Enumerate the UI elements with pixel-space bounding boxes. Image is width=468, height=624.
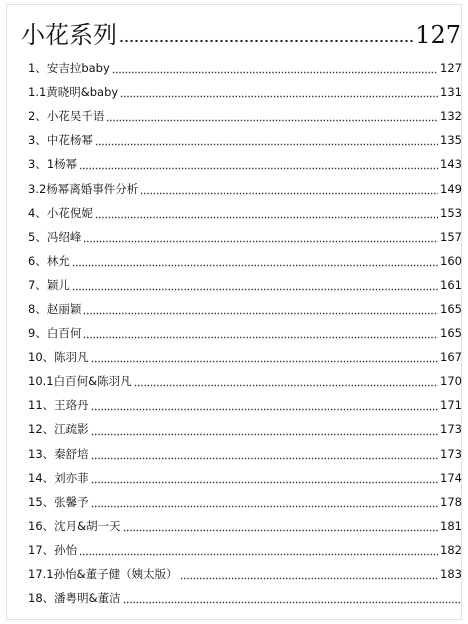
toc-entry[interactable] (28, 56, 462, 80)
toc-entry-label: 16、沈月&胡一天 (28, 518, 121, 533)
dot-leader (91, 403, 438, 411)
toc-entry-label: 9、白百何 (28, 326, 82, 341)
toc-entry[interactable] (28, 562, 462, 586)
toc-entry-page-number: 167 (440, 350, 462, 365)
dot-leader (83, 307, 438, 315)
dot-leader (83, 331, 438, 339)
toc-entry[interactable] (28, 273, 462, 297)
dot-leader (91, 355, 438, 363)
toc-entry-page-number: 157 (440, 229, 462, 244)
toc-entry-page-number: 127 (440, 61, 462, 76)
toc-entry-label: 6、林允 (28, 253, 70, 268)
dot-leader (95, 138, 438, 146)
dot-leader (140, 187, 438, 195)
toc-entry-label: 1、安吉拉baby (28, 61, 110, 76)
dot-leader (72, 259, 438, 267)
toc-entry[interactable] (28, 514, 462, 538)
toc-entry[interactable] (28, 321, 462, 345)
toc-entry-page-number: 143 (440, 157, 462, 172)
dot-leader (91, 476, 438, 484)
dot-leader (72, 283, 438, 291)
toc-entry-label: 8、赵丽颖 (28, 301, 82, 316)
toc-entry-page-number: 171 (440, 398, 462, 413)
toc-entry-page-number: 131 (440, 85, 462, 100)
toc-entry[interactable] (28, 345, 462, 369)
toc-entry[interactable] (28, 201, 462, 225)
dot-leader (180, 572, 438, 580)
toc-entry-label: 17、孙怡 (28, 542, 78, 557)
dot-leader (79, 162, 438, 170)
dot-leader (79, 548, 438, 556)
toc-entry-label: 15、张馨予 (28, 494, 89, 509)
toc-entry-label: 3、1杨幂 (28, 157, 78, 172)
toc-entry-label: 3.2杨幂离婚事件分析 (28, 181, 139, 196)
toc-entry-page-number: 173 (440, 446, 462, 461)
toc-entry-label: 14、刘亦菲 (28, 470, 89, 485)
dot-leader (91, 500, 438, 508)
toc-entry[interactable] (28, 225, 462, 249)
toc-entry-label: 18、潘粤明&董洁 (28, 591, 121, 606)
toc-entry-label: 2、小花吴千语 (28, 109, 105, 124)
toc-entry-label: 5、冯绍峰 (28, 229, 82, 244)
toc-entry-page-number: 173 (440, 422, 462, 437)
toc-entry-label: 1.1黄晓明&baby (28, 85, 119, 100)
toc-entry[interactable] (28, 466, 462, 490)
toc-entry[interactable] (28, 152, 462, 176)
toc-title-page-number: 127 (415, 21, 461, 49)
dot-leader (112, 66, 438, 74)
toc-entry-page-number: 132 (440, 109, 462, 124)
title-dot-leader (119, 33, 413, 43)
toc-entry[interactable] (28, 249, 462, 273)
toc-title: 小花系列 (21, 21, 117, 49)
toc-entry[interactable] (28, 586, 462, 610)
dot-leader (120, 90, 438, 98)
toc-entry[interactable] (28, 369, 462, 393)
toc-entry-label: 10.1白百何&陈羽凡 (28, 374, 132, 389)
dot-leader (91, 452, 438, 460)
toc-entry[interactable] (28, 538, 462, 562)
toc-entry-label: 17.1孙怡&董子健（姨太版） (28, 567, 178, 582)
toc-title-row (21, 15, 461, 49)
toc-entry-page-number: 181 (440, 518, 462, 533)
toc-entry-page-number: 135 (440, 133, 462, 148)
toc-entry-label: 10、陈羽凡 (28, 350, 89, 365)
toc-entry[interactable] (28, 80, 462, 104)
dot-leader (95, 211, 438, 219)
toc-entry-page-number: 165 (440, 326, 462, 341)
toc-entry[interactable] (28, 442, 462, 466)
toc-entry-label: 13、秦舒培 (28, 446, 89, 461)
toc-entry-page-number: 165 (440, 301, 462, 316)
toc-entry[interactable] (28, 297, 462, 321)
dot-leader (123, 596, 460, 604)
toc-entry-page-number: 161 (440, 277, 462, 292)
toc-entry-label: 4、小花倪妮 (28, 205, 93, 220)
document-page (6, 4, 462, 620)
toc-entry-page-number: 178 (440, 494, 462, 509)
toc-entry-label: 7、颖儿 (28, 277, 70, 292)
toc-entry-page-number: 149 (440, 181, 462, 196)
dot-leader (91, 428, 438, 436)
toc-entry[interactable] (28, 393, 462, 417)
toc-entry-label: 12、江疏影 (28, 422, 89, 437)
toc-entry[interactable] (28, 176, 462, 200)
toc-entry[interactable] (28, 128, 462, 152)
toc-entry-label: 11、王珞丹 (28, 398, 89, 413)
dot-leader (134, 379, 438, 387)
toc-entry[interactable] (28, 417, 462, 441)
dot-leader (106, 114, 438, 122)
toc-entry[interactable] (28, 104, 462, 128)
toc-entry-label: 3、中花杨幂 (28, 133, 93, 148)
dot-leader (83, 235, 438, 243)
toc-entry-page-number: 183 (440, 567, 462, 582)
toc-entry[interactable] (28, 490, 462, 514)
toc-entry-page-number: 160 (440, 253, 462, 268)
toc-entry-page-number: 174 (440, 470, 462, 485)
toc-entry-page-number: 170 (440, 374, 462, 389)
dot-leader (123, 524, 438, 532)
toc-list (28, 56, 462, 610)
toc-entry-page-number: 182 (440, 542, 462, 557)
toc-entry-page-number: 153 (440, 205, 462, 220)
